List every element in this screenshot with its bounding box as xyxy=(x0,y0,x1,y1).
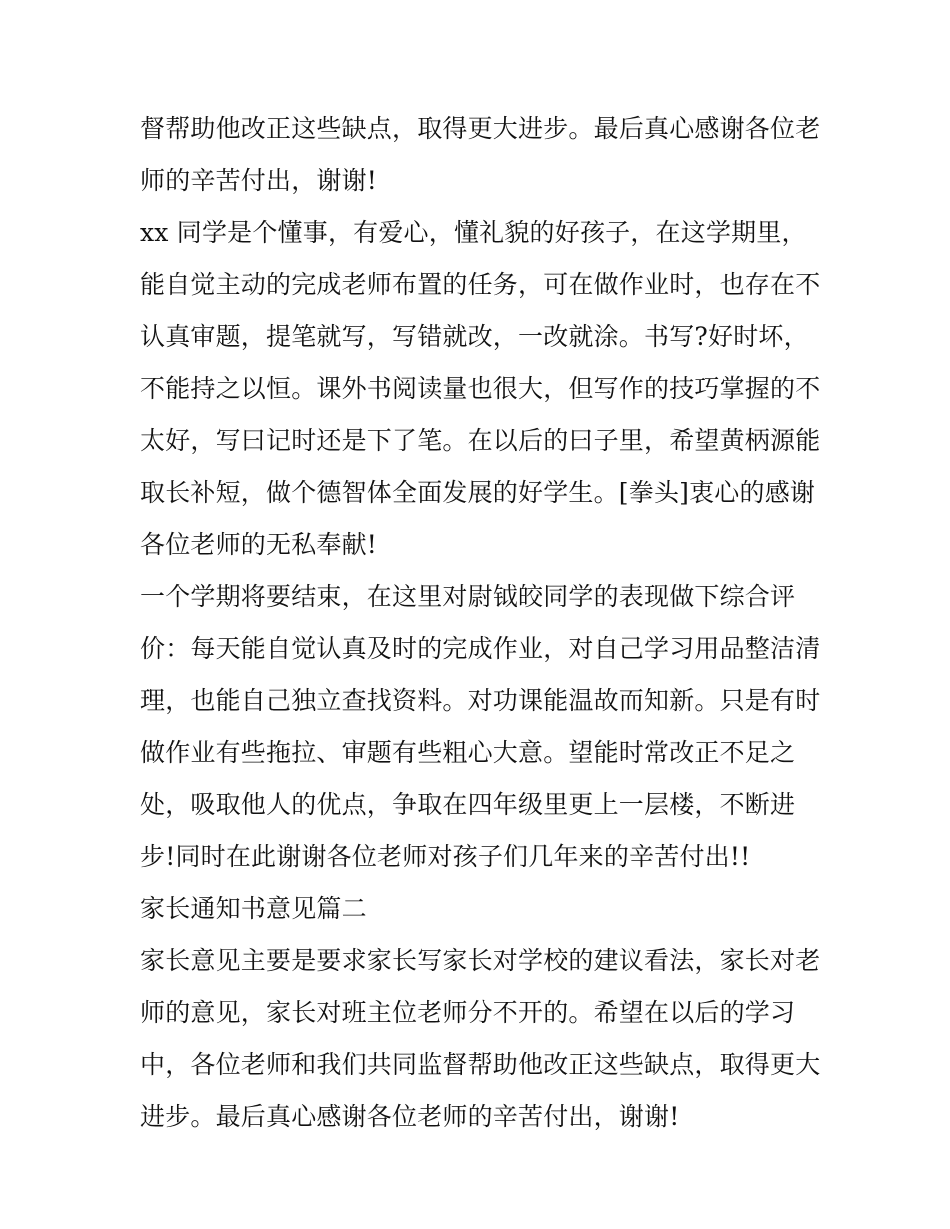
text-line: 做作业有些拖拉、审题有些粗心大意。望能时常改正不足之 xyxy=(140,738,796,767)
text-line: xx 同学是个懂事，有爱心，懂礼貌的好孩子，在这学期里， xyxy=(140,218,807,247)
text-line: 一个学期将要结束，在这里对尉钺皎同学的表现做下综合评 xyxy=(140,582,796,611)
document-body xyxy=(140,103,820,1143)
text-line: 太好，写曰记时还是下了笔。在以后的曰子里，希望黄柄源能 xyxy=(140,426,821,455)
text-line: 能自觉主动的完成老师布置的任务，可在做作业时，也存在不 xyxy=(140,270,821,299)
text-line: 家长意见主要是要求家长写家长对学校的建议看法，家长对老 xyxy=(140,946,821,975)
text-line: 师的意见，家长对班主位老师分不开的。希望在以后的学习 xyxy=(140,998,796,1027)
text-line: 师的辛苦付出，谢谢! xyxy=(140,166,378,195)
section-heading: 家长通知书意见篇二 xyxy=(140,894,367,923)
text-line: 步!同时在此谢谢各位老师对孩子们几年来的辛苦付出!! xyxy=(140,842,751,871)
text-line: 督帮助他改正这些缺点，取得更大进步。最后真心感谢各位老 xyxy=(140,114,821,143)
text-line: 取长补短，做个德智体全面发展的好学生。[拳头]衷心的感谢 xyxy=(140,478,816,507)
text-line: 价：每天能自觉认真及时的完成作业，对自己学习用品整洁清 xyxy=(140,634,821,663)
text-line: 各位老师的无私奉献! xyxy=(140,530,378,559)
text-line: 认真审题，提笔就写，写错就改，一改就涂。书写?好时坏， xyxy=(140,322,809,351)
text-line: 处，吸取他人的优点，争取在四年级里更上一层楼，不断进 xyxy=(140,790,796,819)
text-line: 不能持之以恒。课外书阅读量也很大，但写作的技巧掌握的不 xyxy=(140,374,821,403)
text-line: 中，各位老师和我们共同监督帮助他改正这些缺点，取得更大 xyxy=(140,1050,821,1079)
text-line: 进步。最后真心感谢各位老师的辛苦付出，谢谢! xyxy=(140,1102,680,1131)
text-line: 理，也能自己独立查找资料。对功课能温故而知新。只是有时 xyxy=(140,686,821,715)
